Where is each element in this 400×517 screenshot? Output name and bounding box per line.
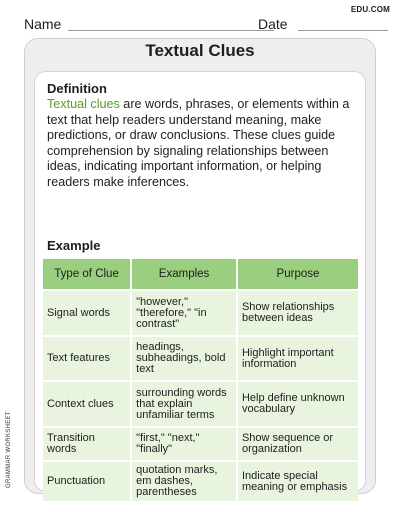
brand-logo: EDU.COM [350, 5, 390, 14]
cell-type: Transition words [43, 426, 132, 460]
column-header-examples: Examples [132, 259, 238, 289]
date-label: Date [258, 16, 288, 32]
worksheet-title: Textual Clues [145, 41, 255, 60]
table-row [43, 335, 358, 380]
table-row [43, 289, 358, 335]
date-field-line[interactable] [298, 30, 388, 31]
cell-purpose: Indicate special meaning or emphasis [238, 460, 358, 501]
cell-examples: headings, subheadings, bold text [132, 335, 238, 380]
side-label-text: GRAMMAR WORKSHEET [6, 411, 12, 488]
name-date-row [24, 14, 390, 34]
cell-type: Text features [43, 335, 132, 380]
column-header-type: Type of Clue [43, 259, 132, 289]
table-header-row [43, 259, 358, 289]
definition-text [47, 97, 365, 191]
cell-purpose: Show relationships between ideas [238, 289, 358, 335]
table-row [43, 460, 358, 501]
definition-body: are words, phrases, or elements within a text that help readers understand meaning, make predictions, or draw conclusions. These clues guide comprehension by signaling relationships between ideas, indicating important information, or helping readers make inferences. [47, 97, 350, 189]
cell-purpose: Highlight important information [238, 335, 358, 380]
table-row [43, 380, 358, 426]
cell-type: Signal words [43, 289, 132, 335]
cell-purpose: Show sequence or organization [238, 426, 358, 460]
cell-examples: quotation marks, em dashes, parentheses [132, 460, 238, 501]
cell-examples: "first," "next," "finally" [132, 426, 238, 460]
definition-heading: Definition [47, 81, 107, 96]
cell-purpose: Help define unknown vocabulary [238, 380, 358, 426]
cell-type: Punctuation [43, 460, 132, 501]
table-row [43, 426, 358, 460]
definition-term: Textual clues [47, 97, 120, 111]
cell-type: Context clues [43, 380, 132, 426]
cell-examples: surrounding words that explain unfamiliar terms [132, 380, 238, 426]
side-label [6, 408, 14, 488]
content-card [34, 71, 366, 498]
column-header-purpose: Purpose [238, 259, 358, 289]
example-heading: Example [47, 238, 101, 253]
name-field-line[interactable] [68, 30, 274, 31]
cell-examples: "however," "therefore," "in contrast" [132, 289, 238, 335]
example-table [43, 259, 358, 501]
worksheet-panel [24, 38, 376, 498]
name-label: Name [24, 16, 62, 32]
